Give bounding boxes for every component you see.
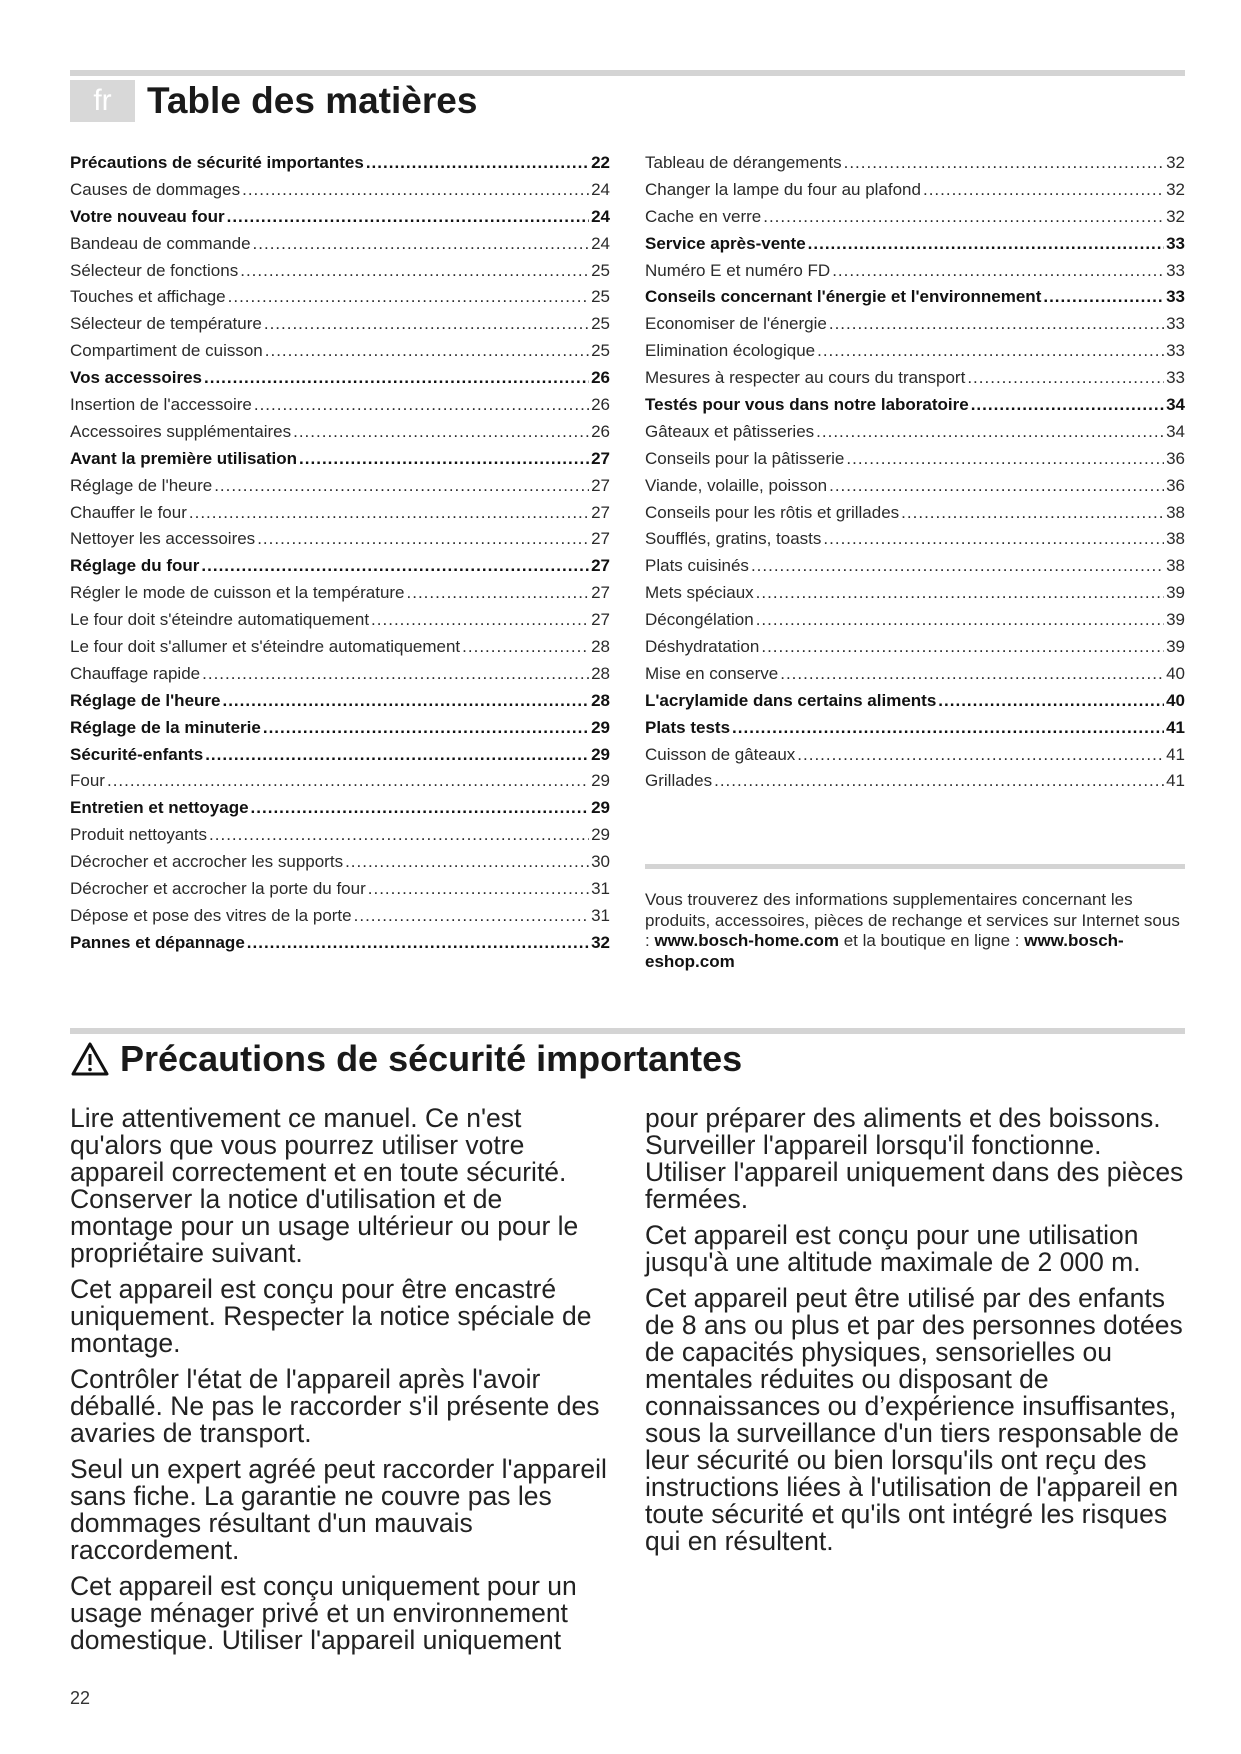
toc-entry-page: 26 — [591, 395, 610, 415]
toc-entry-title: Plats cuisinés — [645, 556, 749, 576]
toc-entry-page: 26 — [591, 421, 610, 441]
toc-entry-page: 33 — [1166, 341, 1185, 361]
toc-leader-dots — [823, 526, 1164, 553]
top-divider — [70, 70, 1185, 76]
toc-entry[interactable] — [70, 661, 610, 688]
toc-entry-title: Décrocher et accrocher la porte du four — [70, 879, 366, 899]
info-note — [645, 890, 1185, 972]
toc-entry[interactable] — [645, 661, 1185, 688]
toc-entry-page: 41 — [1166, 744, 1185, 764]
toc-entry-page: 27 — [591, 610, 610, 630]
toc-entry-title: Décrocher et accrocher les supports — [70, 852, 344, 872]
toc-entry-page: 32 — [1166, 153, 1185, 172]
toc-entry[interactable] — [645, 392, 1185, 419]
toc-leader-dots — [923, 177, 1164, 204]
safety-paragraph: Seul un expert agréé peut raccorder l'appareil sans fiche. La garantie ne couvre pas les dommages résultant d'un mauvais raccordement. — [70, 1454, 607, 1565]
toc-leader-dots — [265, 338, 589, 365]
section-divider — [70, 1028, 1185, 1034]
toc-leader-dots — [201, 553, 589, 580]
toc-entry[interactable] — [70, 768, 610, 795]
safety-paragraph: Cet appareil est conçu uniquement pour un usage ménager privé et un environnement domestique. Utiliser l'appareil uniquement — [70, 1571, 577, 1655]
toc-leader-dots — [462, 634, 589, 661]
toc-entry[interactable] — [70, 500, 610, 527]
safety-right-column — [645, 1105, 1185, 1564]
toc-entry-page: 25 — [591, 341, 610, 361]
toc-entry[interactable] — [645, 553, 1185, 580]
toc-entry-page: 22 — [591, 153, 610, 172]
toc-entry-title: Grillades — [645, 771, 713, 791]
toc-entry[interactable] — [645, 258, 1185, 285]
toc-entry-title: Elimination écologique — [645, 341, 816, 361]
toc-entry[interactable] — [70, 849, 610, 876]
toc-entry[interactable] — [70, 284, 610, 311]
toc-entry-title: Accessoires supplémentaires — [70, 421, 292, 441]
toc-entry-title: Bandeau de commande — [70, 233, 251, 253]
toc-title: Table des matières — [147, 80, 478, 121]
toc-entry-page: 26 — [591, 368, 610, 388]
toc-leader-dots — [938, 688, 1164, 715]
toc-entry-title: Sécurité-enfants — [70, 744, 204, 764]
toc-entry-page: 24 — [591, 206, 610, 226]
toc-entry[interactable] — [70, 177, 610, 204]
toc-leader-dots — [371, 607, 589, 634]
toc-entry-title: Soufflés, gratins, toasts — [645, 529, 822, 549]
toc-entry[interactable] — [70, 150, 610, 177]
toc-leader-dots — [214, 473, 589, 500]
toc-entry-page: 40 — [1166, 663, 1185, 683]
toc-entry-page: 39 — [1166, 610, 1185, 630]
toc-entry-page: 24 — [591, 233, 610, 253]
toc-leader-dots — [240, 258, 589, 285]
toc-entry[interactable] — [70, 876, 610, 903]
toc-entry[interactable] — [70, 419, 610, 446]
warning-triangle-icon — [70, 1041, 110, 1077]
toc-entry-page: 29 — [591, 798, 610, 818]
toc-leader-dots — [797, 742, 1164, 769]
toc-leader-dots — [227, 204, 589, 231]
toc-entry[interactable] — [645, 177, 1185, 204]
toc-leader-dots — [204, 365, 589, 392]
toc-entry[interactable] — [645, 311, 1185, 338]
safety-heading — [70, 1036, 742, 1082]
toc-entry-title: Economiser de l'énergie — [645, 314, 827, 334]
info-text-before: Vous trouverez des informations supplementaires concernant les produits, accessoires, pièces de rechange et services sur Internet sous : — [645, 890, 1180, 950]
toc-entry-title: Testés pour vous dans notre laboratoire — [645, 395, 969, 415]
toc-leader-dots — [816, 419, 1164, 446]
safety-paragraph: pour préparer des aliments et des boissons. Surveiller l'appareil lorsqu'il fonctionne. Utiliser l'appareil uniquement dans des pièces fermées. — [645, 1103, 1184, 1214]
toc-entry-page: 25 — [591, 287, 610, 307]
toc-leader-dots — [761, 634, 1164, 661]
toc-leader-dots — [714, 768, 1164, 795]
toc-entry-page: 28 — [591, 690, 610, 710]
toc-entry[interactable] — [645, 742, 1185, 769]
toc-entry[interactable] — [70, 204, 610, 231]
toc-entry-title: Vos accessoires — [70, 368, 202, 388]
toc-entry-page: 38 — [1166, 502, 1185, 522]
toc-entry-title: Avant la première utilisation — [70, 448, 298, 468]
toc-entry[interactable] — [70, 742, 610, 769]
toc-entry[interactable] — [645, 284, 1185, 311]
toc-entry[interactable] — [70, 634, 610, 661]
toc-entry-title: Chauffer le four — [70, 502, 187, 522]
toc-entry-page: 40 — [1166, 690, 1185, 710]
toc-entry[interactable] — [70, 715, 610, 742]
toc-entry[interactable] — [645, 634, 1185, 661]
toc-entry-title: Causes de dommages — [70, 179, 241, 199]
toc-entry-page: 31 — [591, 905, 610, 925]
toc-entry-page: 25 — [591, 314, 610, 334]
toc-entry-title: Tableau de dérangements — [645, 153, 842, 172]
toc-leader-dots — [254, 392, 589, 419]
toc-leader-dots — [829, 311, 1164, 338]
toc-entry[interactable] — [645, 204, 1185, 231]
toc-entry-page: 33 — [1166, 260, 1185, 280]
safety-paragraph: Cet appareil est conçu pour être encastré uniquement. Respecter la notice spéciale de montage. — [70, 1274, 592, 1358]
toc-entry-title: Chauffage rapide — [70, 663, 201, 683]
toc-entry-title: Cache en verre — [645, 206, 762, 226]
toc-leader-dots — [209, 822, 589, 849]
toc-entry-page: 32 — [591, 932, 610, 952]
toc-leader-dots — [251, 795, 590, 822]
toc-entry[interactable] — [70, 822, 610, 849]
toc-leader-dots — [293, 419, 589, 446]
toc-left-column — [70, 150, 610, 957]
toc-entry-title: Réglage de l'heure — [70, 690, 221, 710]
toc-entry-page: 32 — [1166, 206, 1185, 226]
toc-leader-dots — [971, 392, 1164, 419]
toc-leader-dots — [732, 715, 1164, 742]
toc-entry[interactable] — [70, 365, 610, 392]
toc-entry-title: Conseils concernant l'énergie et l'environnement — [645, 287, 1042, 307]
toc-entry-page: 34 — [1166, 421, 1185, 441]
toc-entry-page: 36 — [1166, 475, 1185, 495]
toc-entry-title: Pannes et dépannage — [70, 932, 245, 952]
toc-leader-dots — [846, 446, 1164, 473]
toc-entry-title: Insertion de l'accessoire — [70, 395, 252, 415]
toc-leader-dots — [205, 742, 589, 769]
toc-leader-dots — [368, 876, 589, 903]
toc-leader-dots — [756, 580, 1164, 607]
language-badge: fr — [70, 80, 135, 122]
toc-entry-page: 27 — [591, 502, 610, 522]
toc-leader-dots — [751, 553, 1164, 580]
toc-leader-dots — [763, 204, 1164, 231]
toc-entry-page: 27 — [591, 556, 610, 576]
toc-entry-page: 27 — [591, 475, 610, 495]
toc-entry-page: 30 — [591, 852, 610, 872]
safety-paragraph: Lire attentivement ce manuel. Ce n'est qu'alors que vous pourrez utiliser votre appareil correctement et en toute sécurité. Conserver la notice d'utilisation et de montage pour un usage ultérieur ou pour le propriétaire suivant. — [70, 1103, 579, 1268]
toc-entry-page: 41 — [1166, 771, 1185, 791]
toc-leader-dots — [780, 661, 1164, 688]
toc-entry[interactable] — [70, 930, 610, 957]
toc-entry[interactable] — [70, 526, 610, 553]
toc-entry-title: Sélecteur de température — [70, 314, 262, 334]
toc-entry-title: Changer la lampe du four au plafond — [645, 179, 921, 199]
toc-entry[interactable] — [70, 688, 610, 715]
toc-entry-title: Viande, volaille, poisson — [645, 475, 828, 495]
toc-leader-dots — [264, 311, 589, 338]
toc-entry-page: 39 — [1166, 637, 1185, 657]
toc-leader-dots — [844, 150, 1164, 177]
toc-leader-dots — [817, 338, 1164, 365]
toc-entry-title: Entretien et nettoyage — [70, 798, 249, 818]
toc-entry[interactable] — [70, 607, 610, 634]
toc-entry-title: Plats tests — [645, 717, 731, 737]
toc-entry-page: 33 — [1166, 368, 1185, 388]
toc-entry-page: 29 — [591, 717, 610, 737]
toc-entry-title: Réglage de la minuterie — [70, 717, 261, 737]
toc-leader-dots — [366, 150, 589, 177]
toc-entry-page: 36 — [1166, 448, 1185, 468]
toc-entry[interactable] — [70, 311, 610, 338]
toc-entry-title: Décongélation — [645, 610, 754, 630]
toc-entry-page: 33 — [1166, 233, 1185, 253]
toc-entry-page: 28 — [591, 637, 610, 657]
toc-entry-page: 32 — [1166, 179, 1185, 199]
safety-paragraph: Contrôler l'état de l'appareil après l'avoir déballé. Ne pas le raccorder s'il présente des avaries de transport. — [70, 1364, 600, 1448]
toc-entry-title: Compartiment de cuisson — [70, 341, 263, 361]
toc-entry-title: Sélecteur de fonctions — [70, 260, 239, 280]
toc-entry-title: Déshydratation — [645, 637, 760, 657]
toc-entry[interactable] — [70, 338, 610, 365]
toc-entry-title: Touches et affichage — [70, 287, 226, 307]
toc-entry-title: Service après-vente — [645, 233, 806, 253]
toc-entry-title: Régler le mode de cuisson et la température — [70, 583, 405, 603]
toc-entry-title: Précautions de sécurité importantes — [70, 153, 364, 172]
toc-leader-dots — [1043, 284, 1164, 311]
toc-entry[interactable] — [645, 526, 1185, 553]
toc-leader-dots — [107, 768, 589, 795]
toc-leader-dots — [202, 661, 589, 688]
toc-entry-page: 28 — [591, 663, 610, 683]
toc-leader-dots — [247, 930, 589, 957]
toc-entry-title: Mesures à respecter au cours du transport — [645, 368, 966, 388]
safety-left-column — [70, 1105, 610, 1663]
toc-entry-title: Le four doit s'allumer et s'éteindre automatiquement — [70, 637, 461, 657]
toc-entry[interactable] — [645, 365, 1185, 392]
toc-entry[interactable] — [645, 607, 1185, 634]
toc-entry[interactable] — [645, 419, 1185, 446]
toc-leader-dots — [257, 526, 589, 553]
page-number: 22 — [70, 1688, 91, 1708]
toc-entry-page: 24 — [591, 179, 610, 199]
safety-paragraph: Cet appareil peut être utilisé par des enfants de 8 ans ou plus et par des personnes dotées de capacités physiques, sensorielles ou mentales réduites ou disposant de connaissances ou d’expérience insuffisantes, sous la surveillance d'un tiers responsable de leur sécurité ou bien lorsqu'ils ont reçu des instructions liées à l'utilisation de l'appareil en toute sécurité et qu'ils ont intégré les risques qui en résultent. — [645, 1283, 1183, 1556]
toc-entry-page: 33 — [1166, 314, 1185, 334]
toc-leader-dots — [345, 849, 589, 876]
toc-entry-title: Le four doit s'éteindre automatiquement — [70, 610, 370, 630]
toc-leader-dots — [299, 446, 589, 473]
toc-entry[interactable] — [645, 231, 1185, 258]
toc-entry-title: Nettoyer les accessoires — [70, 529, 256, 549]
bosch-home-link[interactable]: www.bosch-home.com — [654, 931, 839, 950]
toc-entry-page: 29 — [591, 771, 610, 791]
toc-entry-title: Réglage de l'heure — [70, 475, 213, 495]
toc-entry-title: Four — [70, 771, 105, 791]
safety-title: Précautions de sécurité importantes — [120, 1038, 743, 1079]
toc-entry-title: Numéro E et numéro FD — [645, 260, 831, 280]
toc-leader-dots — [756, 607, 1164, 634]
toc-entry[interactable] — [645, 688, 1185, 715]
toc-entry-title: Réglage du four — [70, 556, 200, 576]
toc-right-column — [645, 150, 1185, 795]
toc-entry-page: 27 — [591, 448, 610, 468]
toc-entry-title: Conseils pour la pâtisserie — [645, 448, 845, 468]
toc-entry-page: 27 — [591, 529, 610, 549]
toc-entry-page: 29 — [591, 825, 610, 845]
toc-entry-page: 27 — [591, 583, 610, 603]
toc-entry[interactable] — [70, 795, 610, 822]
toc-leader-dots — [967, 365, 1164, 392]
toc-entry[interactable] — [645, 473, 1185, 500]
toc-leader-dots — [354, 903, 589, 930]
toc-entry-page: 41 — [1166, 717, 1185, 737]
toc-entry[interactable] — [645, 338, 1185, 365]
toc-entry-title: Gâteaux et pâtisseries — [645, 421, 815, 441]
toc-entry-page: 39 — [1166, 583, 1185, 603]
toc-leader-dots — [829, 473, 1164, 500]
toc-entry[interactable] — [70, 580, 610, 607]
toc-entry-title: Mise en conserve — [645, 663, 779, 683]
toc-entry-title: Cuisson de gâteaux — [645, 744, 796, 764]
toc-leader-dots — [189, 500, 589, 527]
toc-entry-page: 38 — [1166, 556, 1185, 576]
toc-leader-dots — [832, 258, 1164, 285]
toc-entry-title: Votre nouveau four — [70, 206, 225, 226]
toc-leader-dots — [222, 688, 589, 715]
toc-entry[interactable] — [645, 715, 1185, 742]
toc-entry[interactable] — [645, 500, 1185, 527]
toc-entry[interactable] — [70, 258, 610, 285]
toc-leader-dots — [901, 500, 1164, 527]
toc-leader-dots — [407, 580, 590, 607]
toc-entry-page: 25 — [591, 260, 610, 280]
toc-entry[interactable] — [70, 231, 610, 258]
toc-entry[interactable] — [70, 473, 610, 500]
safety-paragraph: Cet appareil est conçu pour une utilisation jusqu'à une altitude maximale de 2 000 m. — [645, 1220, 1141, 1277]
toc-entry-page: 31 — [591, 879, 610, 899]
toc-entry[interactable] — [70, 392, 610, 419]
toc-entry[interactable] — [645, 768, 1185, 795]
toc-entry-title: Produit nettoyants — [70, 825, 208, 845]
info-divider — [645, 864, 1185, 869]
toc-leader-dots — [808, 231, 1164, 258]
toc-entry[interactable] — [645, 580, 1185, 607]
toc-leader-dots — [263, 715, 589, 742]
toc-leader-dots — [253, 231, 590, 258]
toc-entry[interactable] — [70, 553, 610, 580]
toc-entry[interactable] — [70, 903, 610, 930]
toc-entry-title: L'acrylamide dans certains aliments — [645, 690, 937, 710]
toc-entry[interactable] — [645, 150, 1185, 177]
toc-entry[interactable] — [645, 446, 1185, 473]
toc-entry-title: Dépose et pose des vitres de la porte — [70, 905, 352, 925]
toc-entry-page: 34 — [1166, 395, 1185, 415]
toc-leader-dots — [242, 177, 589, 204]
toc-leader-dots — [228, 284, 589, 311]
toc-entry-page: 29 — [591, 744, 610, 764]
toc-entry-page: 38 — [1166, 529, 1185, 549]
toc-entry-page: 33 — [1166, 287, 1185, 307]
bosch-eshop-link[interactable]: www.bosch-eshop.com — [645, 931, 1124, 971]
info-text-middle: et la boutique en ligne : — [838, 931, 1025, 950]
toc-entry-title: Mets spéciaux — [645, 583, 754, 603]
toc-entry-title: Conseils pour les rôtis et grillades — [645, 502, 900, 522]
toc-entry[interactable] — [70, 446, 610, 473]
